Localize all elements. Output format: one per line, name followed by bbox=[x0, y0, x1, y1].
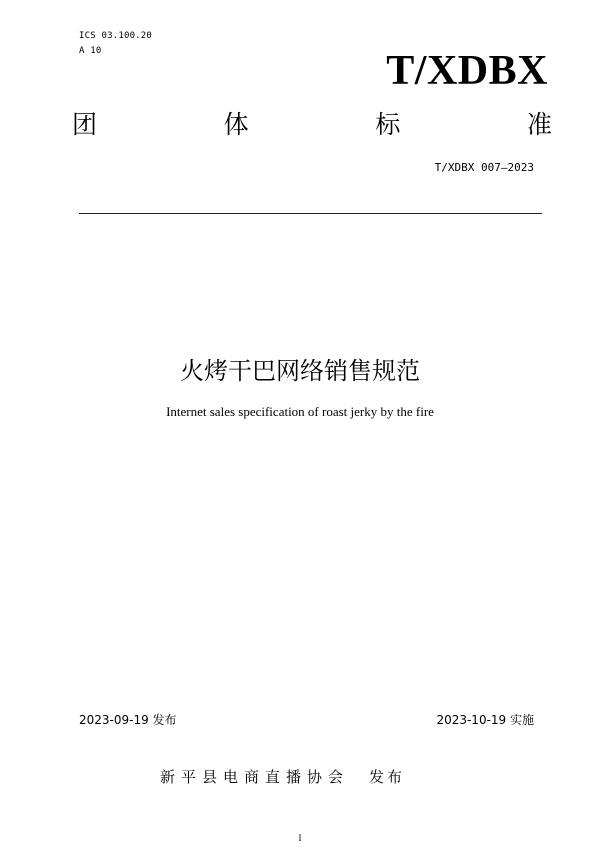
document-title-zh: 火烤干巴网络销售规范 bbox=[180, 357, 420, 385]
implementation-date: 2023-10-19 实施 bbox=[436, 713, 534, 727]
document-title-en: Internet sales specification of roast jerky by the fire bbox=[166, 404, 434, 419]
publisher-name: 新平县电商直播协会 bbox=[160, 768, 350, 786]
standard-number: T/XDBX 007—2023 bbox=[434, 161, 534, 174]
issue-date: 2023-09-19 发布 bbox=[79, 713, 177, 727]
category-char: 团 bbox=[72, 110, 98, 139]
ccs-code: A 10 bbox=[79, 46, 102, 56]
category-char: 准 bbox=[526, 110, 552, 139]
category-char: 体 bbox=[223, 110, 249, 139]
category-char: 标 bbox=[375, 110, 401, 139]
page-number: I bbox=[298, 833, 302, 843]
ics-code: ICS 03.100.20 bbox=[79, 31, 153, 41]
standard-logo: T/XDBX bbox=[386, 48, 548, 94]
publisher-line bbox=[160, 766, 405, 787]
header-divider bbox=[79, 213, 542, 214]
publish-label: 发布 bbox=[369, 768, 406, 786]
standard-category bbox=[72, 112, 552, 137]
